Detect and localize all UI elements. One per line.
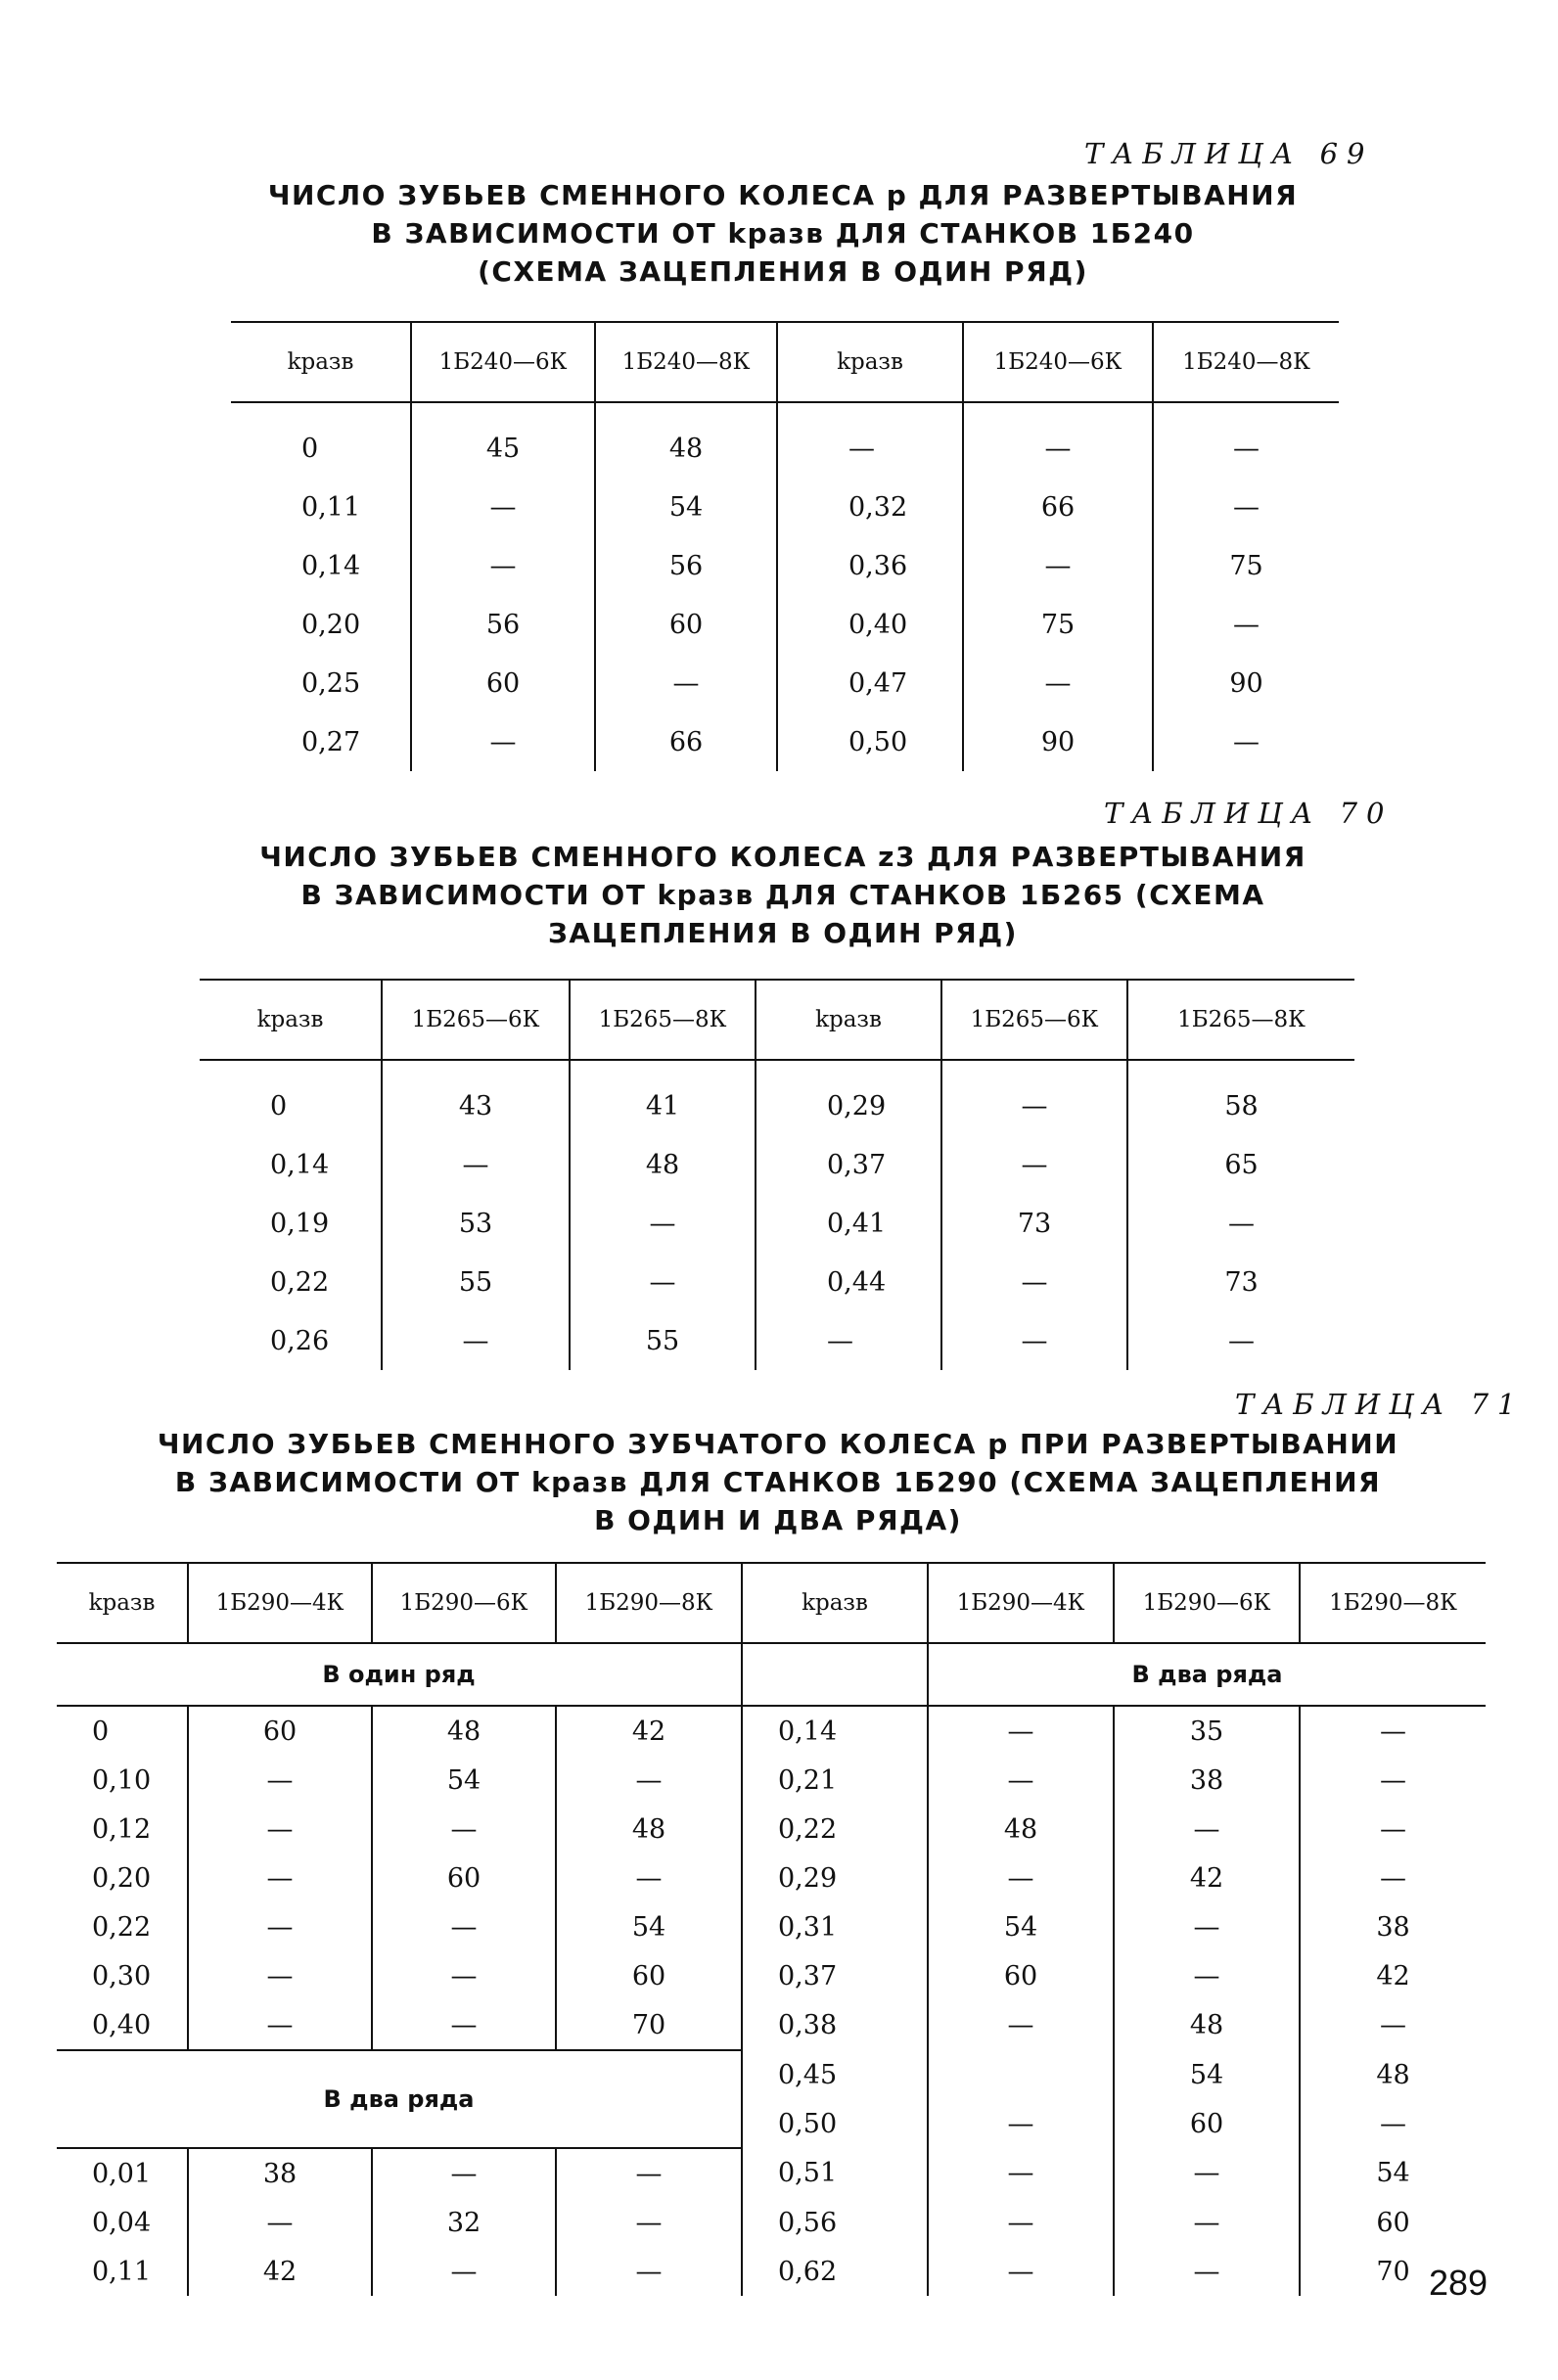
col-header: 1Б265—6К	[382, 980, 570, 1060]
table-row	[231, 654, 1339, 712]
table-cell: 0,36	[777, 536, 963, 595]
table-cell: 48	[1300, 2050, 1486, 2099]
table70-title	[196, 838, 1370, 952]
table-cell: —	[411, 536, 595, 595]
table-cell: 0	[92, 1716, 110, 1747]
table-row	[57, 1706, 1486, 1756]
table-cell: 60	[1114, 2099, 1300, 2148]
table-row	[200, 1194, 1354, 1253]
col-header: kразв	[57, 1563, 188, 1643]
table70-label: ТАБЛИЦА 70	[1104, 797, 1394, 830]
table-cell: —	[1127, 1311, 1354, 1370]
table-cell	[231, 402, 411, 419]
table-cell: —	[1300, 2099, 1486, 2148]
table-cell: —	[556, 1756, 742, 1805]
table-cell: 0,50	[742, 2099, 928, 2148]
table-row	[231, 478, 1339, 536]
table69-body	[231, 402, 1339, 771]
table-cell: 54	[556, 1902, 742, 1951]
table-cell: 75	[1153, 536, 1339, 595]
table-cell	[382, 1060, 570, 1076]
table69	[231, 321, 1339, 771]
table-cell: —	[188, 1854, 372, 1902]
table-cell: —	[941, 1135, 1127, 1194]
table-cell: 0,62	[742, 2247, 928, 2296]
group-label: В один ряд	[57, 1643, 742, 1706]
table-cell: 0,20	[301, 609, 361, 640]
table-cell: 90	[1153, 654, 1339, 712]
table-cell: 55	[570, 1311, 756, 1370]
table-cell: 90	[963, 712, 1153, 771]
table-cell: 0,51	[742, 2148, 928, 2198]
table-cell: 0,20	[92, 1862, 152, 1894]
table-cell: —	[570, 1253, 756, 1311]
table-cell: 0,11	[301, 491, 361, 523]
table-cell: —	[372, 1951, 556, 2000]
table-cell: —	[1153, 595, 1339, 654]
table-cell: —	[188, 1756, 372, 1805]
table-cell: 58	[1127, 1076, 1354, 1135]
table-cell: 0,21	[742, 1756, 928, 1805]
table-cell: 42	[188, 2247, 372, 2296]
table-cell: 53	[382, 1194, 570, 1253]
table-cell: —	[928, 1706, 1114, 1756]
col-header: kразв	[777, 322, 963, 402]
col-header: 1Б240—6К	[963, 322, 1153, 402]
table-cell: —	[372, 2000, 556, 2050]
table-row	[57, 1951, 1486, 2000]
table-cell: —	[411, 712, 595, 771]
table-cell: —	[188, 2198, 372, 2247]
table-cell	[1153, 402, 1339, 419]
table-cell	[742, 1643, 928, 1706]
table-cell: 0,26	[270, 1325, 330, 1356]
table-cell: —	[1153, 419, 1339, 478]
table-cell	[1127, 1060, 1354, 1076]
table-cell: 0	[270, 1090, 288, 1121]
table-cell: —	[928, 2198, 1114, 2247]
page-number: 289	[1429, 2263, 1489, 2303]
group-label: В два ряда	[57, 2050, 742, 2148]
table71-title-line: ЧИСЛО ЗУБЬЕВ СМЕННОГО ЗУБЧАТОГО КОЛЕСА p ПРИ РАЗВЕРТЫВАНИИ	[157, 1428, 1399, 1460]
table-cell: 48	[595, 419, 777, 478]
table-cell: 41	[570, 1076, 756, 1135]
table-cell: 0,37	[756, 1135, 941, 1194]
table-row	[57, 1902, 1486, 1951]
table-cell: —	[928, 2099, 1114, 2148]
col-header: kразв	[742, 1563, 928, 1643]
table-cell: —	[941, 1076, 1127, 1135]
spacer-row	[200, 1060, 1354, 1076]
table-cell: 0,30	[92, 1960, 152, 1991]
col-header: 1Б290—8К	[1300, 1563, 1486, 1643]
table-cell: 0,11	[92, 2256, 152, 2287]
table-cell: 60	[595, 595, 777, 654]
table-cell: 0,12	[92, 1813, 152, 1845]
table-cell: 0,25	[301, 667, 361, 699]
table-cell: —	[941, 1311, 1127, 1370]
table71-header-row	[57, 1563, 1486, 1643]
table-cell: —	[928, 1854, 1114, 1902]
table-cell: —	[1300, 1805, 1486, 1854]
table-cell: —	[556, 2198, 742, 2247]
table-cell: 48	[372, 1706, 556, 1756]
table70-title-line: ЧИСЛО ЗУБЬЕВ СМЕННОГО КОЛЕСА z3 ДЛЯ РАЗВЕРТЫВАНИЯ	[259, 841, 1306, 873]
table71-title	[98, 1425, 1458, 1539]
table-row	[57, 1756, 1486, 1805]
table-cell: —	[1300, 1706, 1486, 1756]
table-cell: —	[1300, 2000, 1486, 2050]
table-cell: —	[382, 1311, 570, 1370]
table-cell: 0,22	[742, 1805, 928, 1854]
table-row	[231, 419, 1339, 478]
table-cell: —	[941, 1253, 1127, 1311]
table71-title-line: В ОДИН И ДВА РЯДА)	[594, 1504, 962, 1536]
table-cell: 0,41	[756, 1194, 941, 1253]
table-cell: 45	[411, 419, 595, 478]
table-cell: 0,47	[777, 654, 963, 712]
table71-label: ТАБЛИЦА 71	[1235, 1388, 1525, 1421]
table-cell	[777, 402, 963, 419]
table-cell: —	[556, 2148, 742, 2198]
table-cell: 60	[556, 1951, 742, 2000]
table-cell: 0,56	[742, 2198, 928, 2247]
table-row	[231, 712, 1339, 771]
table-cell: —	[1300, 1854, 1486, 1902]
table-cell: 66	[963, 478, 1153, 536]
col-header: 1Б290—6К	[372, 1563, 556, 1643]
table-cell: —	[1114, 2198, 1300, 2247]
table-cell: 0,22	[92, 1911, 152, 1943]
table-row	[200, 1311, 1354, 1370]
table70	[200, 979, 1354, 1370]
table-cell: 0,14	[270, 1149, 330, 1180]
table-cell: 70	[556, 2000, 742, 2050]
table69-title-line: В ЗАВИСИМОСТИ ОТ kразв ДЛЯ СТАНКОВ 1Б240	[371, 217, 1195, 250]
table-cell: —	[1114, 2247, 1300, 2296]
table-cell	[200, 1060, 382, 1076]
col-header: 1Б265—8К	[1127, 980, 1354, 1060]
table-cell: —	[595, 654, 777, 712]
table-row	[57, 2198, 1486, 2247]
table-cell: 43	[382, 1076, 570, 1135]
table-cell	[963, 402, 1153, 419]
spacer-row	[231, 402, 1339, 419]
table-cell	[928, 2050, 1114, 2099]
table-cell: 0	[301, 433, 319, 464]
col-header: 1Б290—4К	[188, 1563, 372, 1643]
table-cell: 0,04	[92, 2207, 152, 2238]
table-cell: —	[1114, 1902, 1300, 1951]
table-cell: 0,14	[301, 550, 361, 581]
table-row	[200, 1076, 1354, 1135]
table-cell: —	[777, 419, 963, 478]
table-cell	[595, 402, 777, 419]
table69-label: ТАБЛИЦА 69	[1084, 137, 1374, 170]
table-cell: 48	[570, 1135, 756, 1194]
table-cell: 35	[1114, 1706, 1300, 1756]
table-cell: 0,40	[777, 595, 963, 654]
table-cell: 0,27	[301, 726, 361, 757]
table-cell	[570, 1060, 756, 1076]
table-cell: —	[188, 2000, 372, 2050]
table-cell: —	[963, 419, 1153, 478]
table-cell: 66	[595, 712, 777, 771]
table-cell: —	[372, 2148, 556, 2198]
group-row	[57, 1643, 1486, 1706]
table-cell: —	[1153, 478, 1339, 536]
table-cell: 0,44	[756, 1253, 941, 1311]
table-cell: 32	[372, 2198, 556, 2247]
table-cell: 65	[1127, 1135, 1354, 1194]
table-cell: 0,14	[742, 1706, 928, 1756]
table-cell: 48	[1114, 2000, 1300, 2050]
table-cell: —	[188, 1805, 372, 1854]
col-header: kразв	[756, 980, 941, 1060]
table-row	[57, 2050, 1486, 2099]
table-cell: —	[928, 2247, 1114, 2296]
table-row	[57, 2148, 1486, 2198]
table-cell: 0,37	[742, 1951, 928, 2000]
table-cell: 70	[1300, 2247, 1486, 2296]
table-cell	[941, 1060, 1127, 1076]
table70-header-row	[200, 980, 1354, 1060]
table-cell: 60	[928, 1951, 1114, 2000]
table-row	[200, 1135, 1354, 1194]
col-header: kразв	[200, 980, 382, 1060]
table69-header-row	[231, 322, 1339, 402]
table-cell: —	[556, 1854, 742, 1902]
table-cell: 56	[411, 595, 595, 654]
group-label: В два ряда	[928, 1643, 1486, 1706]
table71-title-line: В ЗАВИСИМОСТИ ОТ kразв ДЛЯ СТАНКОВ 1Б290 (СХЕМА ЗАЦЕПЛЕНИЯ	[174, 1466, 1382, 1498]
table69-title	[196, 176, 1370, 291]
table-cell: 38	[1114, 1756, 1300, 1805]
table-cell: 0,32	[777, 478, 963, 536]
table-cell: 54	[1114, 2050, 1300, 2099]
table-cell: 38	[1300, 1902, 1486, 1951]
table-cell: —	[1153, 712, 1339, 771]
table-cell: —	[411, 478, 595, 536]
table70-title-line: ЗАЦЕПЛЕНИЯ В ОДИН РЯД)	[548, 917, 1018, 949]
table71	[57, 1562, 1486, 2296]
table-cell: —	[382, 1135, 570, 1194]
table-row	[231, 536, 1339, 595]
table-cell: 0,29	[742, 1854, 928, 1902]
table-cell: —	[570, 1194, 756, 1253]
table-cell	[756, 1060, 941, 1076]
table-cell: —	[1127, 1194, 1354, 1253]
col-header: kразв	[231, 322, 411, 402]
table70-body	[200, 1060, 1354, 1370]
table-cell: 54	[372, 1756, 556, 1805]
col-header: 1Б290—6К	[1114, 1563, 1300, 1643]
table-cell: —	[188, 1902, 372, 1951]
table-cell: —	[963, 654, 1153, 712]
table-cell: 60	[411, 654, 595, 712]
table-cell: 38	[188, 2148, 372, 2198]
col-header: 1Б265—8К	[570, 980, 756, 1060]
table-cell: —	[1114, 1951, 1300, 2000]
table-cell: 48	[556, 1805, 742, 1854]
table-row	[231, 595, 1339, 654]
table-cell: 55	[382, 1253, 570, 1311]
col-header: 1Б290—8К	[556, 1563, 742, 1643]
table71-body	[57, 1643, 1486, 2296]
table-cell: 54	[928, 1902, 1114, 1951]
table-cell: 0,01	[92, 2158, 152, 2189]
table-cell: —	[1114, 2148, 1300, 2198]
table69-title-line: ЧИСЛО ЗУБЬЕВ СМЕННОГО КОЛЕСА p ДЛЯ РАЗВЕРТЫВАНИЯ	[267, 179, 1299, 211]
table-cell: —	[188, 1951, 372, 2000]
table-cell	[411, 402, 595, 419]
table-row	[57, 1854, 1486, 1902]
table-cell: 0,50	[777, 712, 963, 771]
table-cell: 73	[941, 1194, 1127, 1253]
table-cell: —	[756, 1311, 941, 1370]
table-cell: —	[372, 1902, 556, 1951]
table-cell: 0,19	[270, 1208, 330, 1239]
table-row	[57, 2247, 1486, 2296]
table-cell: 56	[595, 536, 777, 595]
col-header: 1Б240—6К	[411, 322, 595, 402]
table-row	[200, 1253, 1354, 1311]
table-cell: 48	[928, 1805, 1114, 1854]
table-cell: 54	[1300, 2148, 1486, 2198]
table-cell: —	[928, 2000, 1114, 2050]
table-cell: —	[372, 2247, 556, 2296]
table-cell: 54	[595, 478, 777, 536]
col-header: 1Б240—8К	[1153, 322, 1339, 402]
table-cell: 75	[963, 595, 1153, 654]
table-cell: 73	[1127, 1253, 1354, 1311]
table-cell: 0,22	[270, 1266, 330, 1298]
table-cell: 0,10	[92, 1764, 152, 1796]
table-cell: 0,45	[742, 2050, 928, 2099]
table-cell: 60	[188, 1706, 372, 1756]
table-cell: 42	[1300, 1951, 1486, 2000]
table-row	[57, 1805, 1486, 1854]
col-header: 1Б265—6К	[941, 980, 1127, 1060]
table-cell: —	[928, 1756, 1114, 1805]
table-cell: —	[372, 1805, 556, 1854]
table-cell: 42	[1114, 1854, 1300, 1902]
col-header: 1Б290—4К	[928, 1563, 1114, 1643]
table-row	[57, 2000, 1486, 2050]
col-header: 1Б240—8К	[595, 322, 777, 402]
table-cell: —	[1300, 1756, 1486, 1805]
table-cell: 60	[372, 1854, 556, 1902]
table-cell: 0,38	[742, 2000, 928, 2050]
table69-title-line: (СХЕМА ЗАЦЕПЛЕНИЯ В ОДИН РЯД)	[478, 255, 1088, 288]
table70-title-line: В ЗАВИСИМОСТИ ОТ kразв ДЛЯ СТАНКОВ 1Б265 (СХЕМА	[300, 879, 1265, 911]
table-cell: 42	[556, 1706, 742, 1756]
table-cell: 60	[1300, 2198, 1486, 2247]
table-cell: —	[556, 2247, 742, 2296]
table-cell: —	[1114, 1805, 1300, 1854]
table-cell: —	[928, 2148, 1114, 2198]
table-cell: 0,31	[742, 1902, 928, 1951]
table-cell: —	[963, 536, 1153, 595]
table-cell: 0,29	[756, 1076, 941, 1135]
table-cell: 0,40	[57, 2000, 188, 2050]
